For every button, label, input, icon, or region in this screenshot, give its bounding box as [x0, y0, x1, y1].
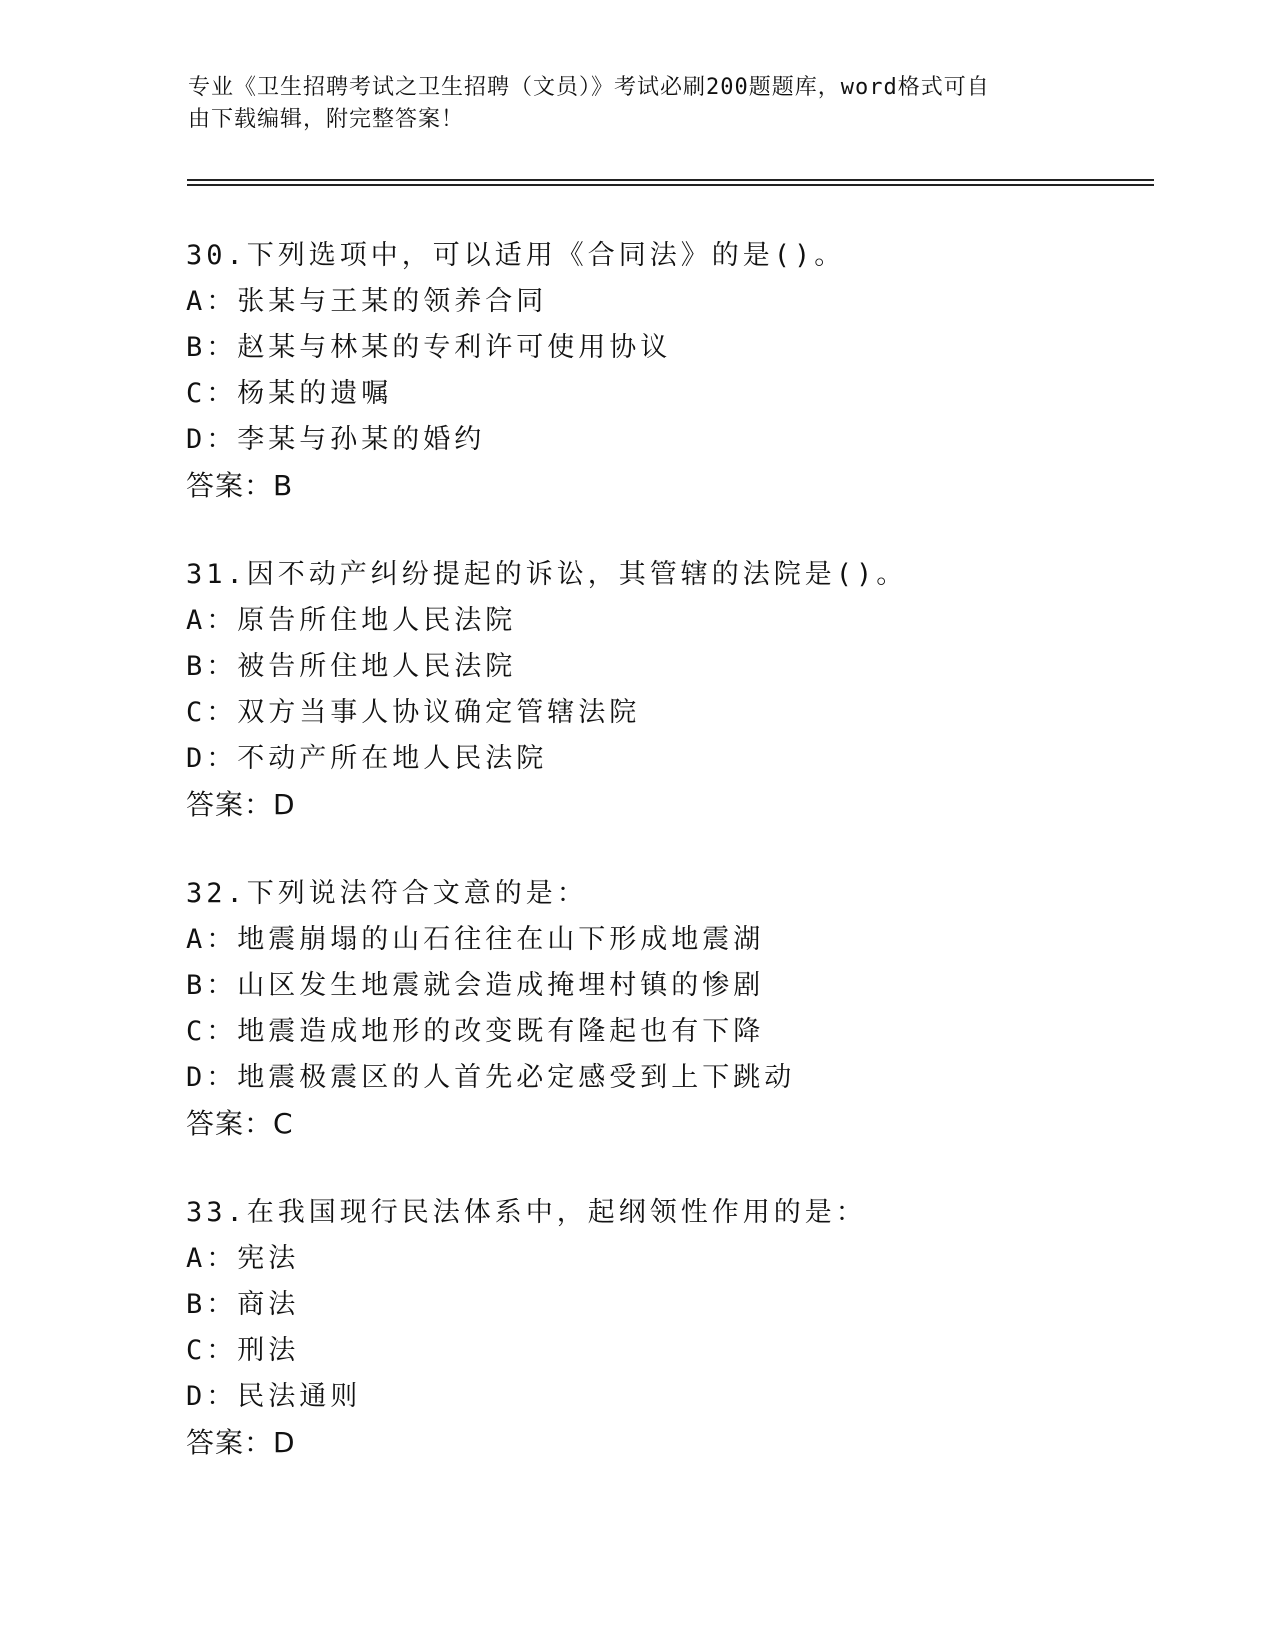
option-c: C：地震造成地形的改变既有隆起也有下降 [186, 1016, 765, 1047]
option-b: B：赵某与林某的专利许可使用协议 [186, 332, 672, 363]
header-divider-bottom [187, 184, 1154, 186]
option-d: D：李某与孙某的婚约 [186, 424, 486, 455]
question-31 [186, 552, 1186, 828]
option-a: A：原告所住地人民法院 [186, 605, 517, 636]
question-stem: 33.在我国现行民法体系中，起纲领性作用的是： [186, 1197, 867, 1228]
question-stem: 31.因不动产纠纷提起的诉讼，其管辖的法院是()。 [186, 559, 908, 590]
answer-line: 答案：C [186, 1107, 294, 1140]
header-line-1: 专业《卫生招聘考试之卫生招聘（文员）》考试必刷200题题库，word格式可自 [188, 75, 990, 100]
header-divider-top [187, 179, 1154, 181]
option-b: B：被告所住地人民法院 [186, 651, 517, 682]
question-stem: 30.下列选项中，可以适用《合同法》的是()。 [186, 240, 846, 271]
question-30 [186, 233, 1186, 509]
answer-line: 答案：D [186, 1426, 296, 1459]
option-d: D：地震极震区的人首先必定感受到上下跳动 [186, 1062, 796, 1093]
option-d: D：民法通则 [186, 1381, 362, 1412]
option-a: A：地震崩塌的山石往往在山下形成地震湖 [186, 924, 765, 955]
option-b: B：山区发生地震就会造成掩埋村镇的惨剧 [186, 970, 765, 1001]
option-a: A：张某与王某的领养合同 [186, 286, 548, 317]
question-32 [186, 871, 1186, 1147]
option-c: C：刑法 [186, 1335, 300, 1366]
question-list [186, 233, 1186, 1509]
answer-line: 答案：D [186, 788, 296, 821]
header-line-2: 由下载编辑，附完整答案！ [188, 107, 465, 132]
option-b: B：商法 [186, 1289, 300, 1320]
question-33 [186, 1190, 1186, 1466]
option-d: D：不动产所在地人民法院 [186, 743, 548, 774]
option-c: C：杨某的遗嘱 [186, 378, 393, 409]
option-c: C：双方当事人协议确定管辖法院 [186, 697, 641, 728]
answer-line: 答案：B [186, 469, 294, 502]
document-header [188, 72, 1068, 136]
option-a: A：宪法 [186, 1243, 300, 1274]
question-stem: 32.下列说法符合文意的是： [186, 878, 588, 909]
